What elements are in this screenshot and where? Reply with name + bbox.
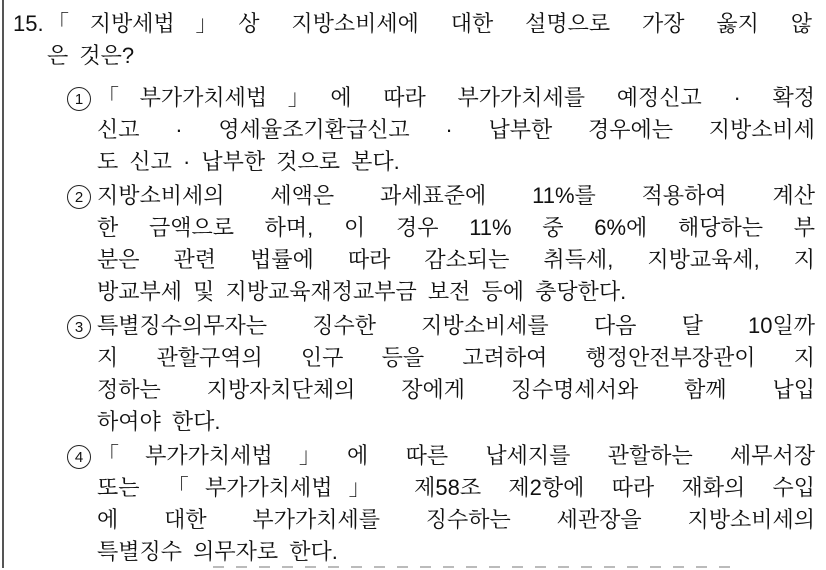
option-3-text (97, 310, 815, 438)
page-left-rule (2, 0, 4, 568)
option-2-line-1: 지방소비세의 세액은 과세표준에 11%를 적용하여 계산 (97, 183, 815, 208)
option-3-number: 3 (74, 318, 84, 336)
question-stem (13, 8, 816, 72)
option-4-line-3: 에 대한 부가가치세를 징수하는 세관장을 지방소비세의 (97, 507, 815, 532)
option-1-circled-number (67, 87, 91, 111)
option-2 (13, 180, 816, 308)
option-3-circled-number (67, 315, 91, 339)
option-3-line-3: 정하는 지방자치단체의 장에게 징수명세서와 함께 납입 (97, 377, 815, 402)
option-4-line-4: 특별징수 의무자로 한다. (97, 539, 338, 564)
option-4-line-1: 「부가가치세법」에 따른 납세지를 관할하는 세무서장 (97, 443, 815, 468)
option-2-number: 2 (74, 188, 84, 206)
question-block (13, 8, 816, 570)
question-text (47, 8, 812, 72)
question-line-1: 「지방세법」상 지방소비세에 대한 설명으로 가장 옳지 않 (47, 11, 812, 36)
option-1-line-3: 도 신고 · 납부한 것으로 본다. (97, 149, 400, 174)
option-4-text (97, 440, 815, 568)
question-line-2: 은 것은? (47, 43, 135, 68)
option-2-line-2: 한 금액으로 하며, 이 경우 11% 중 6%에 해당하는 부 (97, 215, 815, 240)
option-1-line-1: 「부가가치세법」에 따라 부가가치세를 예정신고 · 확정 (97, 85, 815, 110)
option-2-marker-column (13, 180, 97, 308)
option-4-number: 4 (74, 448, 84, 466)
option-4-marker-column (13, 440, 97, 568)
option-3-line-1: 특별징수의무자는 징수한 지방소비세를 다음 달 10일까 (97, 313, 815, 338)
option-1 (13, 82, 816, 178)
option-3 (13, 310, 816, 438)
option-1-number: 1 (74, 90, 84, 108)
option-3-line-4: 하여야 한다. (97, 409, 221, 434)
option-2-line-3: 분은 관련 법률에 따라 감소되는 취득세, 지방교육세, 지 (97, 247, 815, 272)
option-1-marker-column (13, 82, 97, 178)
option-2-line-4: 방교부세 및 지방교육재정교부금 보전 등에 충당한다. (97, 279, 627, 304)
option-2-circled-number (67, 185, 91, 209)
option-1-line-2: 신고 · 영세율조기환급신고 · 납부한 경우에는 지방소비세 (97, 117, 815, 142)
option-3-marker-column (13, 310, 97, 438)
option-3-line-2: 지 관할구역의 인구 등을 고려하여 행정안전부장관이 지 (97, 345, 815, 370)
option-1-text (97, 82, 815, 178)
option-4 (13, 440, 816, 568)
option-2-text (97, 180, 815, 308)
option-4-circled-number (67, 445, 91, 469)
option-4-line-2: 또는 「부가가치세법」 제58조 제2항에 따라 재화의 수입 (97, 475, 815, 500)
question-number: 15. (13, 11, 44, 36)
